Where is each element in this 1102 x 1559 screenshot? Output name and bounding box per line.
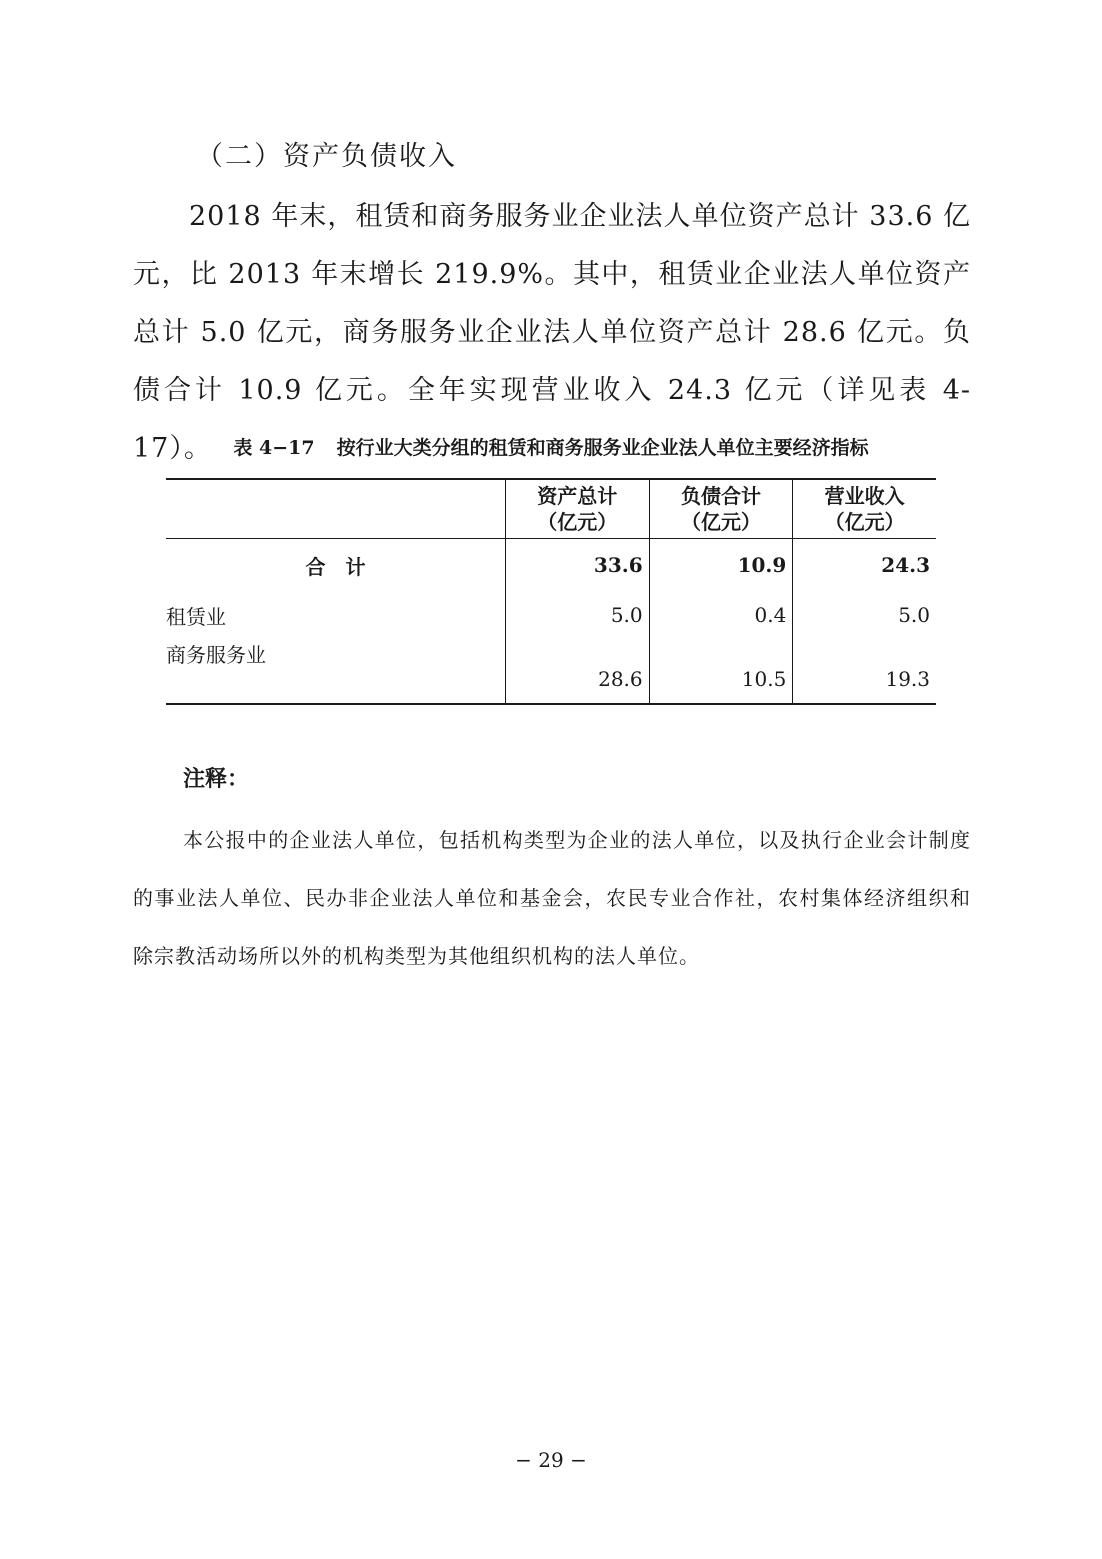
header-assets-name: 资产总计	[537, 484, 618, 508]
header-liabilities	[649, 479, 793, 539]
cell-value: 5.0	[793, 591, 936, 639]
economic-indicators-table	[166, 478, 936, 705]
table-row	[166, 639, 936, 704]
row-label: 合计	[305, 554, 386, 579]
section-heading: （二）资产负债收入	[196, 141, 457, 172]
header-assets	[505, 479, 649, 539]
header-revenue-name: 营业收入	[824, 484, 905, 508]
header-assets-unit: （亿元）	[537, 510, 618, 534]
row-label: 商务服务业	[166, 643, 266, 667]
notes-paragraph: 本公报中的企业法人单位，包括机构类型为企业的法人单位，以及执行企业会计制度的事业法人单位、民办非企业法人单位和基金会，农民专业合作社，农村集体经济组织和除宗教活动场所以外的机构类型为其他组织机构的法人单位。	[133, 828, 971, 968]
header-revenue	[793, 479, 936, 539]
row-label: 租赁业	[166, 604, 226, 629]
cell-value: 24.3	[793, 539, 936, 592]
cell-value: 10.5	[649, 639, 793, 704]
header-revenue-unit: （亿元）	[824, 510, 905, 534]
table-row	[166, 591, 936, 639]
page-number: − 29 −	[515, 1448, 587, 1472]
cell-value: 5.0	[505, 591, 649, 639]
table-caption	[166, 433, 936, 460]
table-caption-number: 表 4−17	[233, 437, 315, 459]
cell-value: 0.4	[649, 591, 793, 639]
header-liabilities-name: 负债合计	[680, 484, 761, 508]
cell-value: 33.6	[505, 539, 649, 592]
header-liabilities-unit: （亿元）	[680, 510, 761, 534]
table-caption-title: 按行业大类分组的租赁和商务服务业企业法人单位主要经济指标	[336, 437, 869, 459]
cell-value: 28.6	[505, 639, 649, 704]
cell-value: 19.3	[793, 639, 936, 704]
table-row-total	[166, 539, 936, 592]
body-paragraph: 2018 年末，租赁和商务服务业企业法人单位资产总计 33.6 亿元，比 2013 年末增长 219.9%。其中，租赁业企业法人单位资产总计 5.0 亿元，商务服务业企业法人单位资产总计 28.6 亿元。负债合计 10.9 亿元。全年实现营业收入 24.3 亿元（详见表 4-17）。	[133, 201, 971, 464]
header-stub	[166, 479, 505, 539]
notes-title: 注释：	[183, 766, 250, 792]
cell-value: 10.9	[649, 539, 793, 592]
table-header-row	[166, 479, 936, 539]
